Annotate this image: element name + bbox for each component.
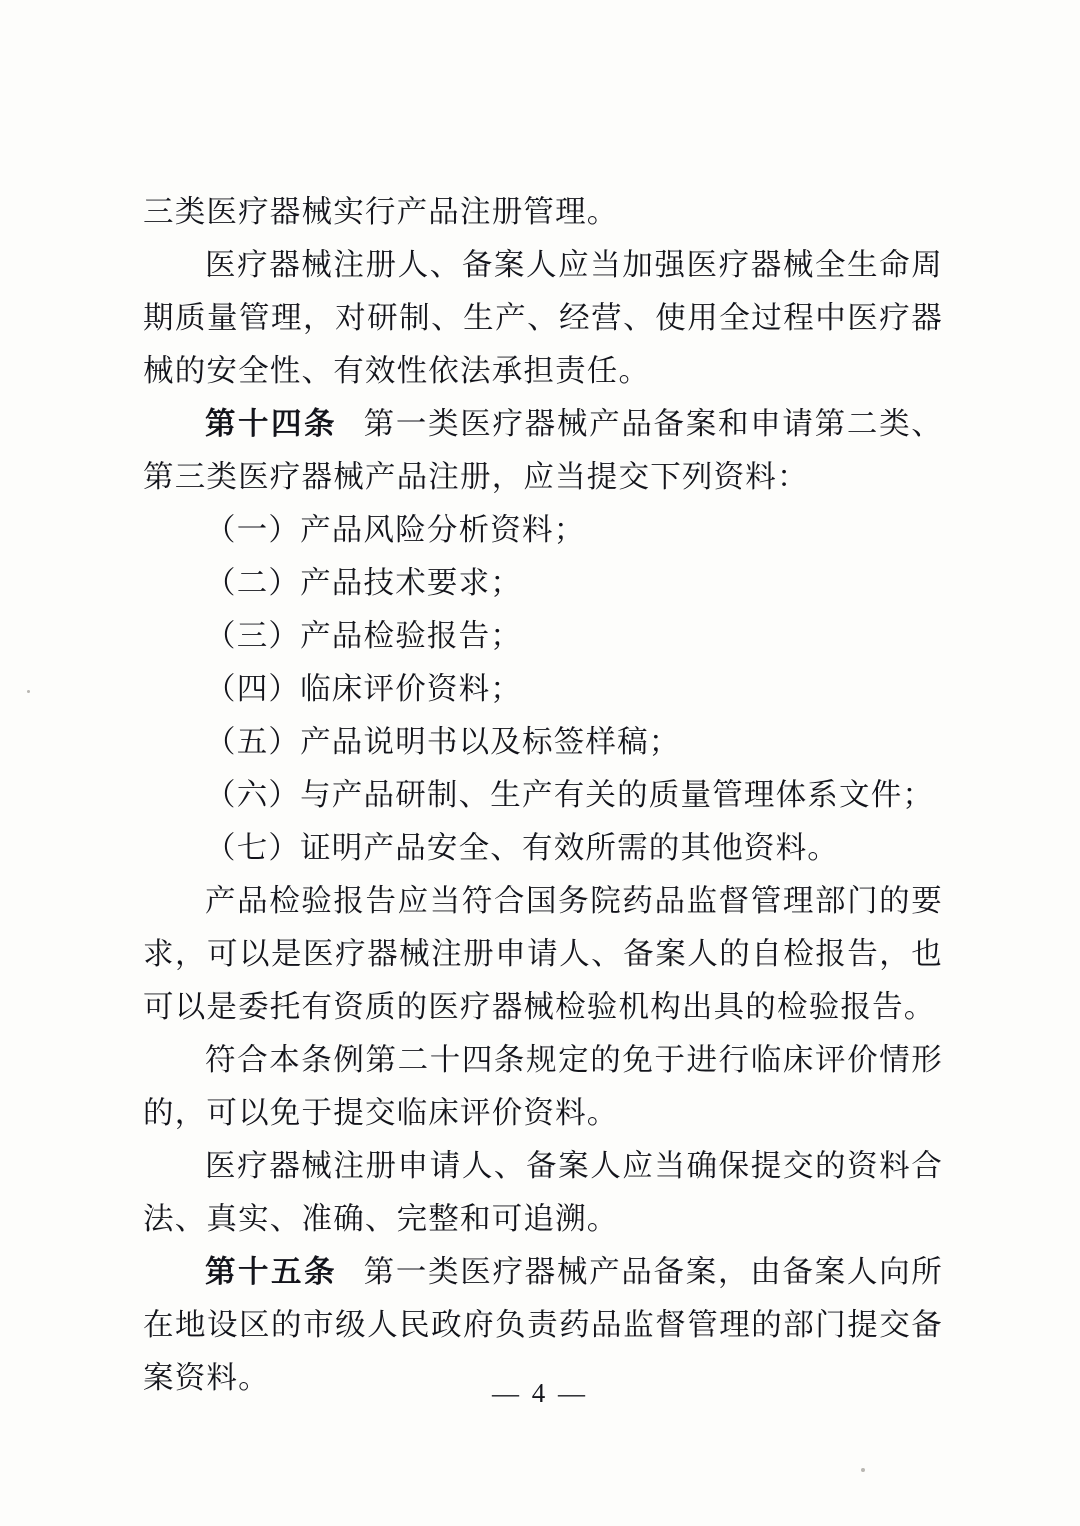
list-item-3: （三）产品检验报告； [205, 619, 522, 653]
list-item-1: （一）产品风险分析资料； [205, 513, 586, 547]
paper-speck [861, 1468, 865, 1472]
page-number: — 4 — [492, 1378, 588, 1408]
article-14-label: 第十四条 [205, 407, 338, 441]
paper-speck [27, 690, 30, 693]
list-item-2: （二）产品技术要求； [205, 566, 522, 600]
paragraph-authenticity: 医疗器械注册申请人、备案人应当确保提交的资料合法、真实、准确、完整和可追溯。 [143, 1149, 943, 1236]
article-15-label: 第十五条 [205, 1255, 338, 1289]
paragraph-lifecycle: 医疗器械注册人、备案人应当加强医疗器械全生命周期质量管理，对研制、生产、经营、使用全过程中医疗器械的安全性、有效性依法承担责任。 [143, 248, 943, 388]
footer-divider [143, 1371, 943, 1372]
article-14-text: 第一类医疗器械产品备案和申请第二类、第三类医疗器械产品注册，应当提交下列资料： [143, 407, 943, 494]
list-item-7: （七）证明产品安全、有效所需的其他资料。 [205, 831, 839, 865]
list-item-4: （四）临床评价资料； [205, 672, 522, 706]
paragraph-inspection-report: 产品检验报告应当符合国务院药品监督管理部门的要求，可以是医疗器械注册申请人、备案人的自检报告，也可以是委托有资质的医疗器械检验机构出具的检验报告。 [143, 884, 943, 1024]
paragraph-continuation: 三类医疗器械实行产品注册管理。 [143, 195, 619, 229]
list-item-6: （六）与产品研制、生产有关的质量管理体系文件； [205, 778, 935, 812]
list-item-5: （五）产品说明书以及标签样稿； [205, 725, 681, 759]
document-body [143, 186, 943, 1405]
article-15-text: 第一类医疗器械产品备案，由备案人向所在地设区的市级人民政府负责药品监督管理的部门提交备案资料。 [143, 1255, 943, 1395]
paragraph-exemption: 符合本条例第二十四条规定的免于进行临床评价情形的，可以免于提交临床评价资料。 [143, 1043, 943, 1130]
paragraph-article-14 [143, 398, 943, 504]
